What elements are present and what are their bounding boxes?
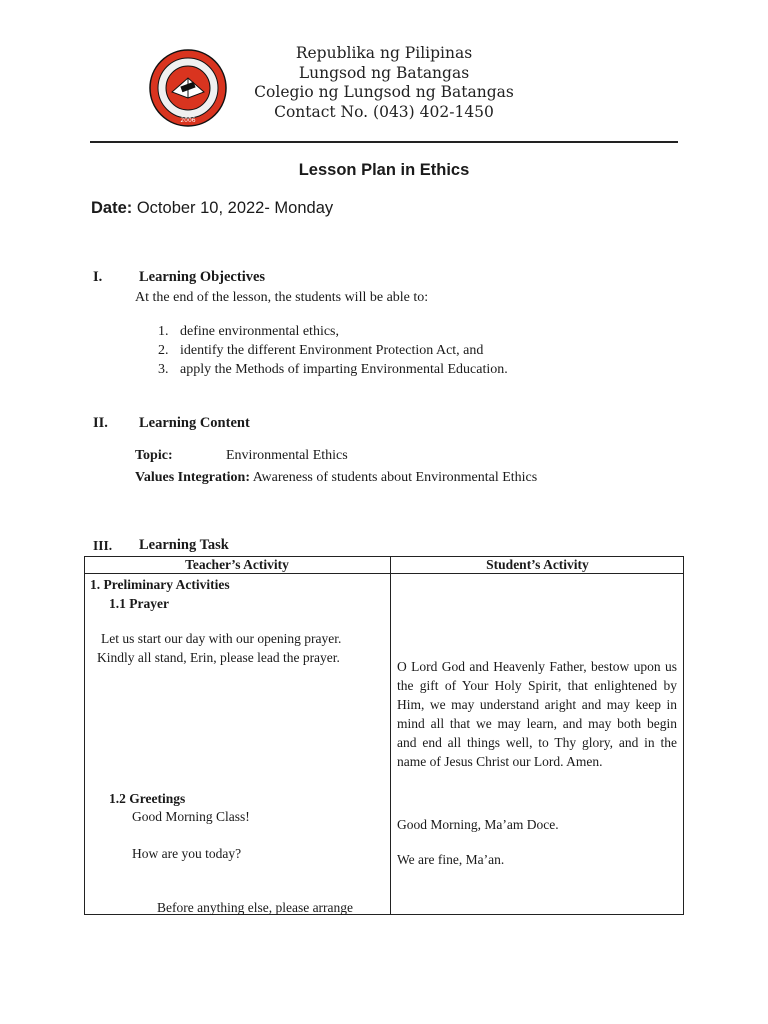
values-integration: Values Integration: Awareness of students about Environmental Ethics [135,470,538,485]
teacher-activity-header: Teacher’s Activity [185,557,289,572]
topic-value: Environmental Ethics [226,448,348,463]
topic-label: Topic: [135,448,173,463]
objectives-intro: At the end of the lesson, the students will be able to: [135,290,429,305]
header-line-3: Colegio ng Lungsod ng Batangas [254,83,514,101]
table-column-divider [390,556,391,915]
school-header [230,44,538,122]
lesson-date [91,199,333,218]
student-greeting-1: Good Morning, Ma’am Doce. [397,817,559,832]
teacher-greeting-3: Before anything else, please arrange [157,900,354,915]
section-2-number: II. [93,415,108,431]
student-prayer: O Lord God and Heavenly Father, bestow upon us the gift of Your Holy Spirit, that enlightened by Him, we may understand aright and may keep in mind all that we may learn, and may both begin and end all things well, to Thy glory, and in the name of Jesus Christ our Lord. Amen. [397,659,677,769]
header-divider [90,141,678,143]
teacher-greeting-1: Good Morning Class! [132,809,250,824]
header-line-1: Republika ng Pilipinas [295,44,473,62]
header-line-2: Lungsod ng Batangas [298,63,470,82]
preliminary-activities-heading: 1. Preliminary Activities [90,577,230,592]
teacher-greeting-2: How are you today? [132,846,242,861]
student-greeting-2: We are fine, Ma’an. [397,852,505,867]
seal-year: 2006 [180,117,196,124]
greetings-heading: 1.2 Greetings [109,791,186,806]
date-value: October 10, 2022- Monday [132,199,334,217]
section-3-title: Learning Task [139,537,229,553]
page-title: Lesson Plan in Ethics [298,161,470,179]
section-3-number: III. [93,538,113,553]
section-1-number: I. [93,269,103,285]
teacher-prayer-line-1: Let us start our day with our opening prayer. [101,631,342,646]
table-header-divider [84,573,684,574]
date-label: Date: [91,199,133,217]
teacher-prayer-line-2: Kindly all stand, Erin, please lead the prayer. [97,650,340,665]
prayer-heading: 1.1 Prayer [109,596,169,611]
objective-item: 3. apply the Methods of imparting Environmental Education. [158,362,508,377]
section-2-title: Learning Content [139,415,250,431]
student-activity-header: Student’s Activity [486,557,589,572]
section-1-title: Learning Objectives [139,269,266,285]
objective-item: 1. define environmental ethics, [158,324,339,339]
header-line-4: Contact No. (043) 402-1450 [274,102,494,121]
objective-item: 2. identify the different Environment Protection Act, and [158,343,484,358]
school-seal [148,48,228,128]
